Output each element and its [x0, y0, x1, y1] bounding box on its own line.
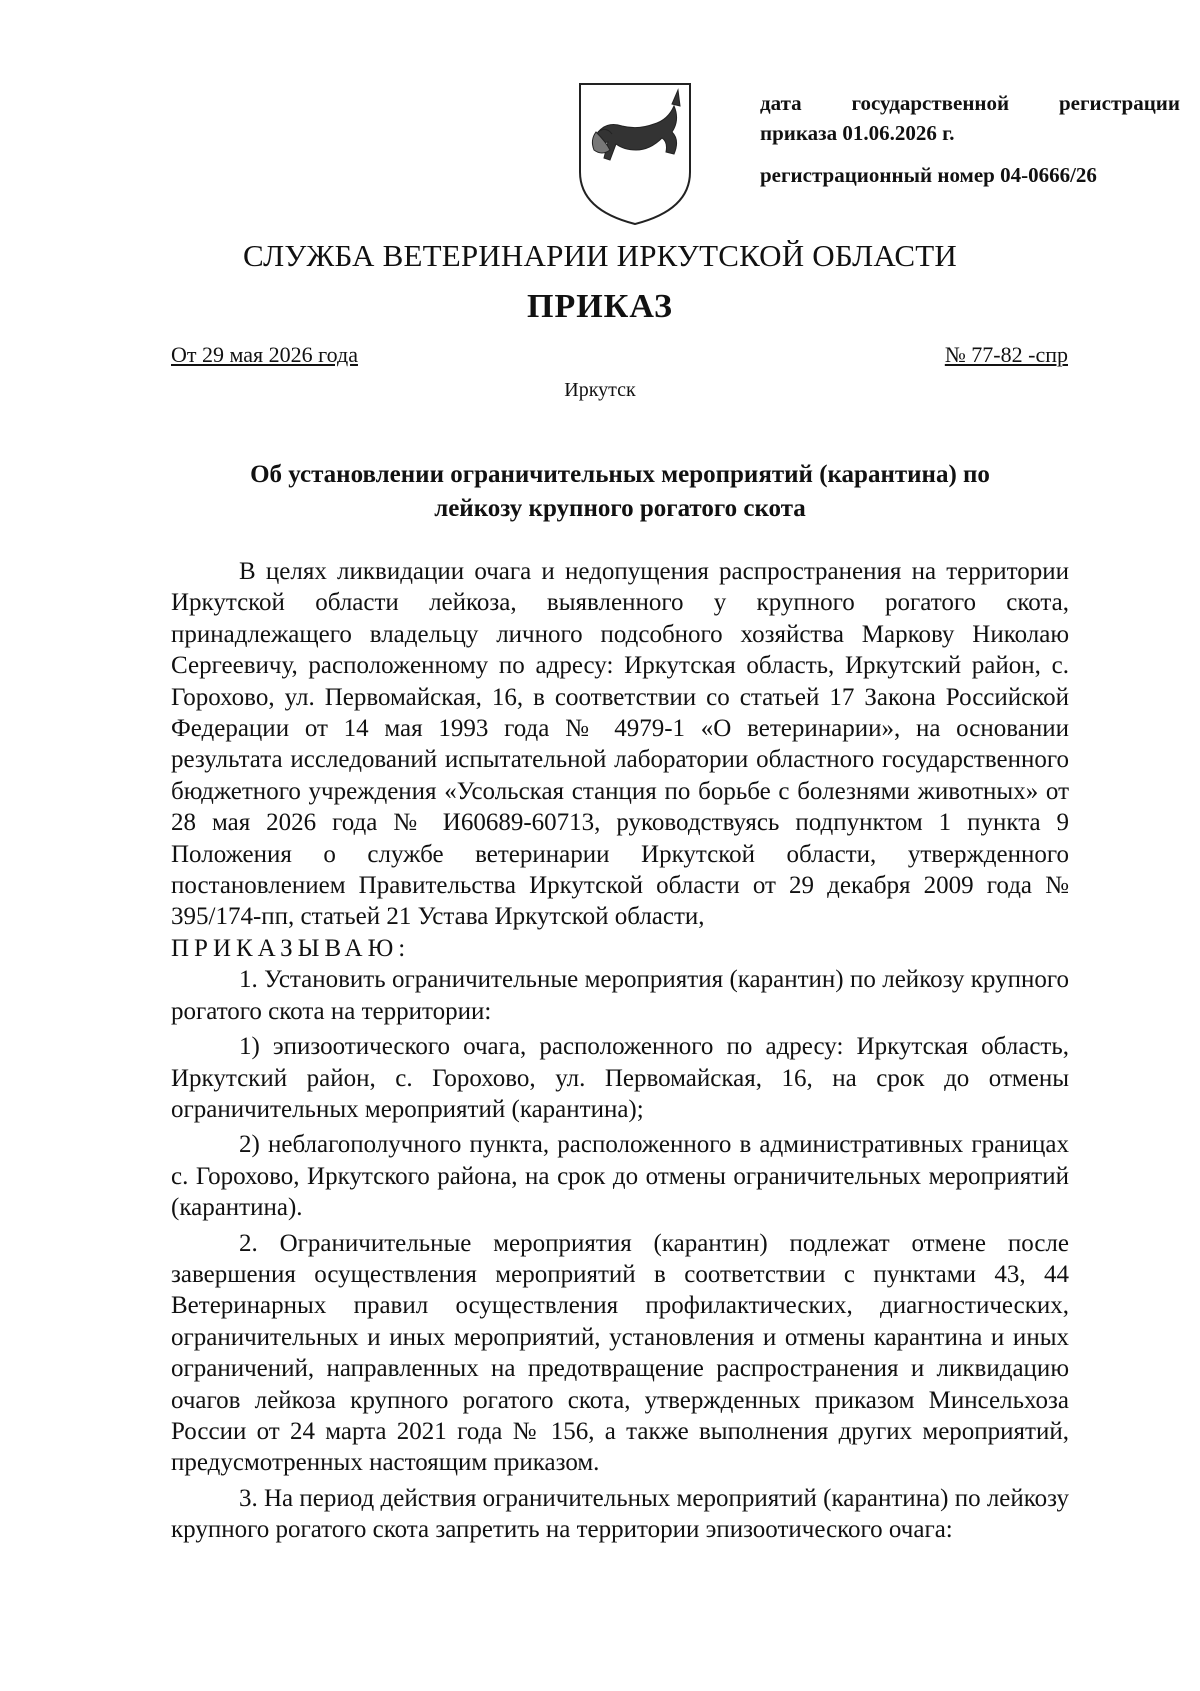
- order-subject-line: лейкозу крупного рогатого скота: [434, 495, 806, 522]
- registration-date-label: дата государственной регистрации: [760, 91, 1180, 115]
- order-body: [171, 556, 1069, 1546]
- order-subject: [170, 458, 1070, 526]
- order-city: Иркутск: [564, 379, 636, 401]
- prikazyvayu-heading: ПРИКАЗЫВАЮ:: [171, 934, 411, 962]
- order-subject-line: Об установлении ограничительных мероприятий (карантина) по: [250, 461, 990, 488]
- clause-2: 2. Ограничительные мероприятия (карантин) подлежат отмене после завершения осуществления мероприятий в соответствии с пунктами 43, 44 Ветеринарных правил осуществления профилактических, диагностических, ограничительных и иных мероприятий, установления и отмены карантина и иных ограничений, направленных на предотвращение распространения и ликвидацию очагов лейкоза крупного рогатого скота, утвержденных приказом Минсельхоза России от 24 марта 2021 года № 156, а также выполнения других мероприятий, предусмотренных настоящим приказом.: [171, 1229, 1069, 1477]
- document-type: ПРИКАЗ: [527, 288, 673, 325]
- clause-1-item-2: 2) неблагополучного пункта, расположенного в административных границах с. Горохово, Иркутского района, на срок до отмены ограничительных мероприятий (карантина).: [171, 1131, 1069, 1222]
- clause-3: 3. На период действия ограничительных мероприятий (карантина) по лейкозу крупного рогатого скота запретить на территории эпизоотического очага:: [171, 1484, 1069, 1544]
- organization-name: СЛУЖБА ВЕТЕРИНАРИИ ИРКУТСКОЙ ОБЛАСТИ: [243, 238, 957, 273]
- coat-of-arms-emblem: [576, 80, 694, 228]
- clause-1: 1. Установить ограничительные мероприятия (карантин) по лейкозу крупного рогатого скота на территории:: [171, 966, 1069, 1025]
- registration-info: [760, 88, 1180, 190]
- registration-number: регистрационный номер 04-0666/26: [760, 163, 1097, 187]
- clause-1-item-1: 1) эпизоотического очага, расположенного по адресу: Иркутская область, Иркутский район, с. Горохово, ул. Первомайская, 16, на срок до отмены ограничительных мероприятий (карантина);: [171, 1033, 1069, 1123]
- order-date: От 29 мая 2026 года: [171, 342, 358, 367]
- order-number: № 77-82 -спр: [944, 342, 1068, 367]
- registration-date: приказа 01.06.2026 г.: [760, 121, 955, 145]
- preamble-paragraph: В целях ликвидации очага и недопущения распространения на территории Иркутской области лейкоза, выявленного у крупного рогатого скота, принадлежащего владельцу личного подсобного хозяйства Маркову Николаю Сергеевичу, расположенному по адресу: Иркутская область, Иркутский район, с. Горохово, ул. Первомайская, 16, в соответствии со статьей 17 Закона Российской Федерации от 14 мая 1993 года № 4979-1 «О ветеринарии», на основании результата исследований испытательной лаборатории областного государственного бюджетного учреждения «Усольская станция по борьбе с болезнями животных» от 28 мая 2026 года № И60689-60713, руководствуясь подпунктом 1 пункта 9 Положения о службе ветеринарии Иркутской области, утвержденного постановлением Правительства Иркутской области от 29 декабря 2009 года № 395/174-пп, статьей 21 Устава Иркутской области,: [171, 558, 1069, 931]
